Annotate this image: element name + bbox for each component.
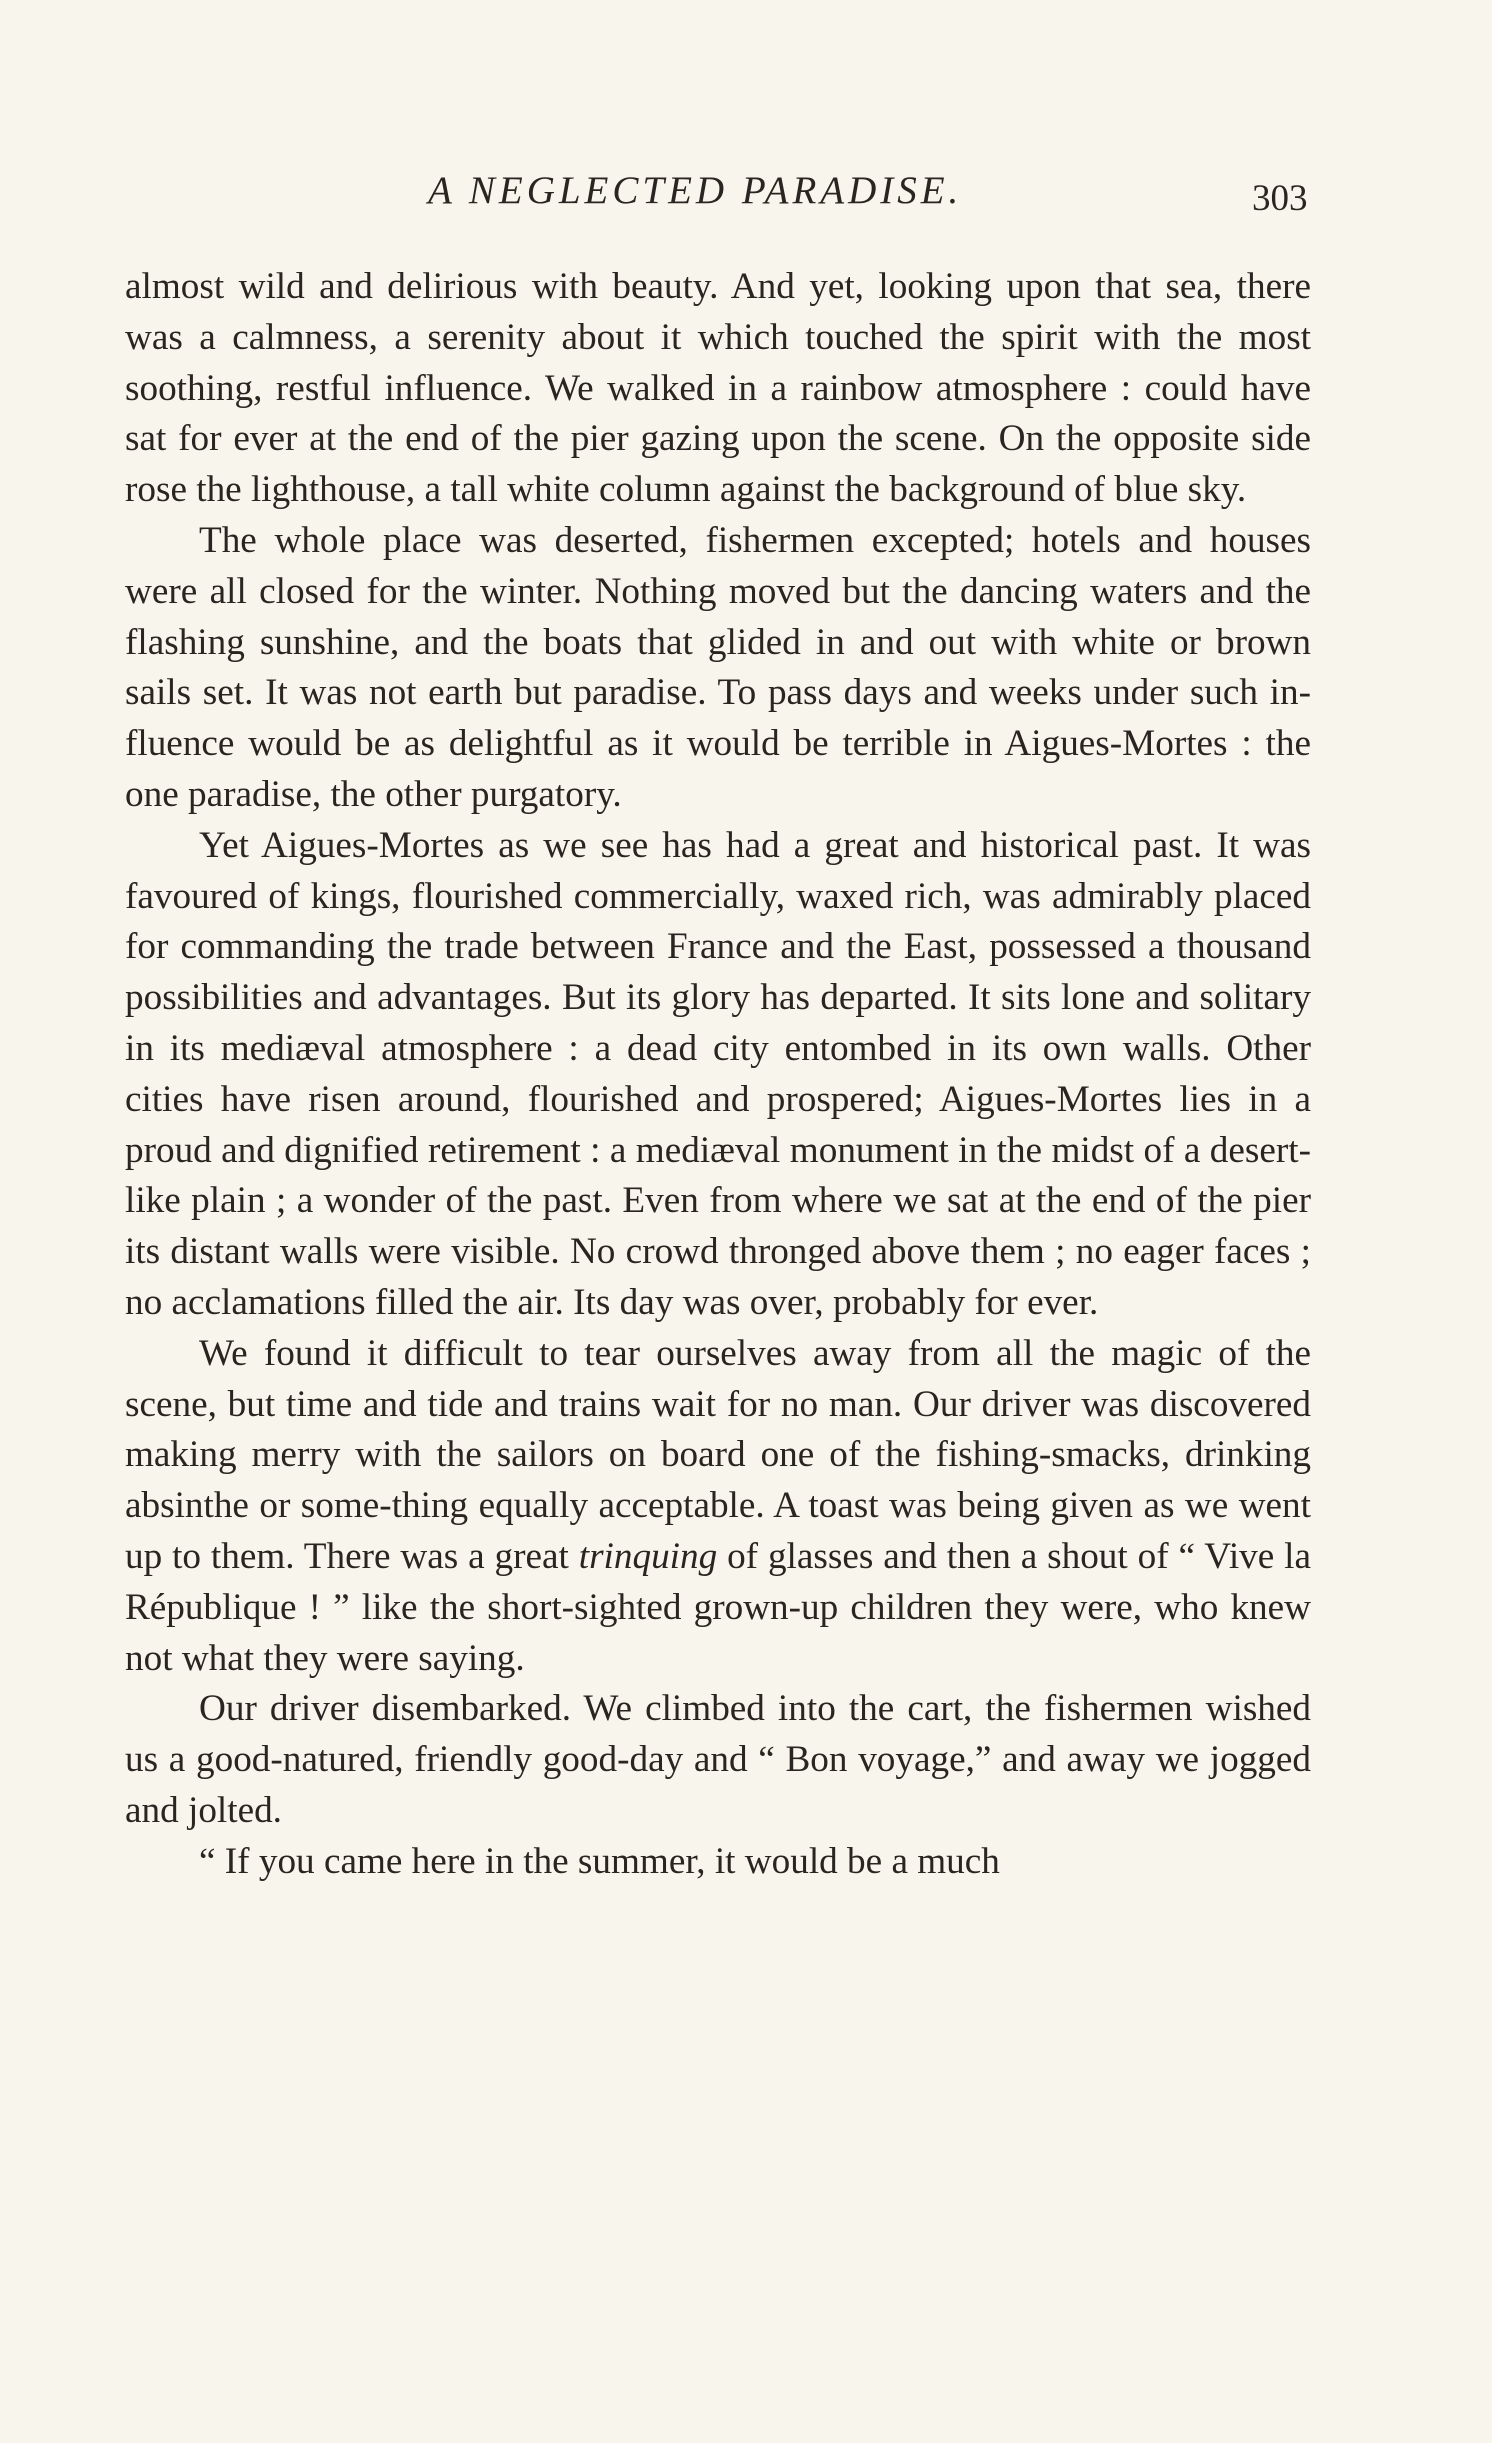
paragraph: The whole place was deserted, fishermen excepted; hotels and houses were all closed for the winter. Nothing moved but the dancing waters and the flashing sunshine, and the boats that glided in and out with white or brown sails set. It was not earth but paradise. To pass days and weeks under such in-fluence would be as delightful as it would be terrible in Aigues-Mortes : the one paradise, the other purgatory. bbox=[125, 519, 1311, 815]
paragraph-text: of glasses and then a shout of “ Vive la République ! ” like the short-sighted grown-up children they were, who knew not what they were saying. bbox=[125, 1535, 1311, 1679]
paragraph-continues: “ If you came here in the summer, it would be a much bbox=[199, 1840, 1000, 1882]
paragraph-text: We found it difficult to tear ourselves away from all the magic of the scene, but time and tide and trains wait for no man. Our driver was discovered making merry with the sailors on board one of the fishing-smacks, drinking absinthe or some-thing equally acceptable. A toast was being given as we went up to them. There was a great bbox=[125, 1332, 1311, 1577]
running-title: A NEGLECTED PARADISE. bbox=[428, 169, 963, 212]
italic-term: trinquing bbox=[578, 1535, 718, 1577]
paragraph bbox=[125, 1329, 1311, 1685]
paragraph-continued: almost wild and delirious with beauty. And yet, looking upon that sea, there was a calmness, a serenity about it which touched the spirit with the most soothing, restful influence. We walked in a rainbow atmosphere : could have sat for ever at the end of the pier gazing upon the scene. On the opposite side rose the lighthouse, a tall white column against the background of blue sky. bbox=[125, 266, 1311, 511]
paragraph: Yet Aigues-Mortes as we see has had a great and historical past. It was favoured of kings, flourished commercially, waxed rich, was admirably placed for commanding the trade between France and the East, possessed a thousand possibilities and advantages. But its glory has departed. It sits lone and solitary in its mediæval atmosphere : a dead city entombed in its own walls. Other cities have risen around, flourished and prospered; Aigues-Mortes lies in a proud and dignified retirement : a mediæval monument in the midst of a desert-like plain ; a wonder of the past. Even from where we sat at the end of the pier its distant walls were visible. No crowd thronged above them ; no eager faces ; no acclamations filled the air. Its day was over, probably for ever. bbox=[125, 824, 1311, 1323]
body-text bbox=[125, 262, 1311, 1888]
paragraph: Our driver disembarked. We climbed into the cart, the fishermen wished us a good-natured, friendly good-day and “ Bon voyage,” and away we jogged and jolted. bbox=[125, 1688, 1311, 1831]
running-header bbox=[0, 166, 1492, 226]
page-number: 303 bbox=[1252, 178, 1308, 219]
